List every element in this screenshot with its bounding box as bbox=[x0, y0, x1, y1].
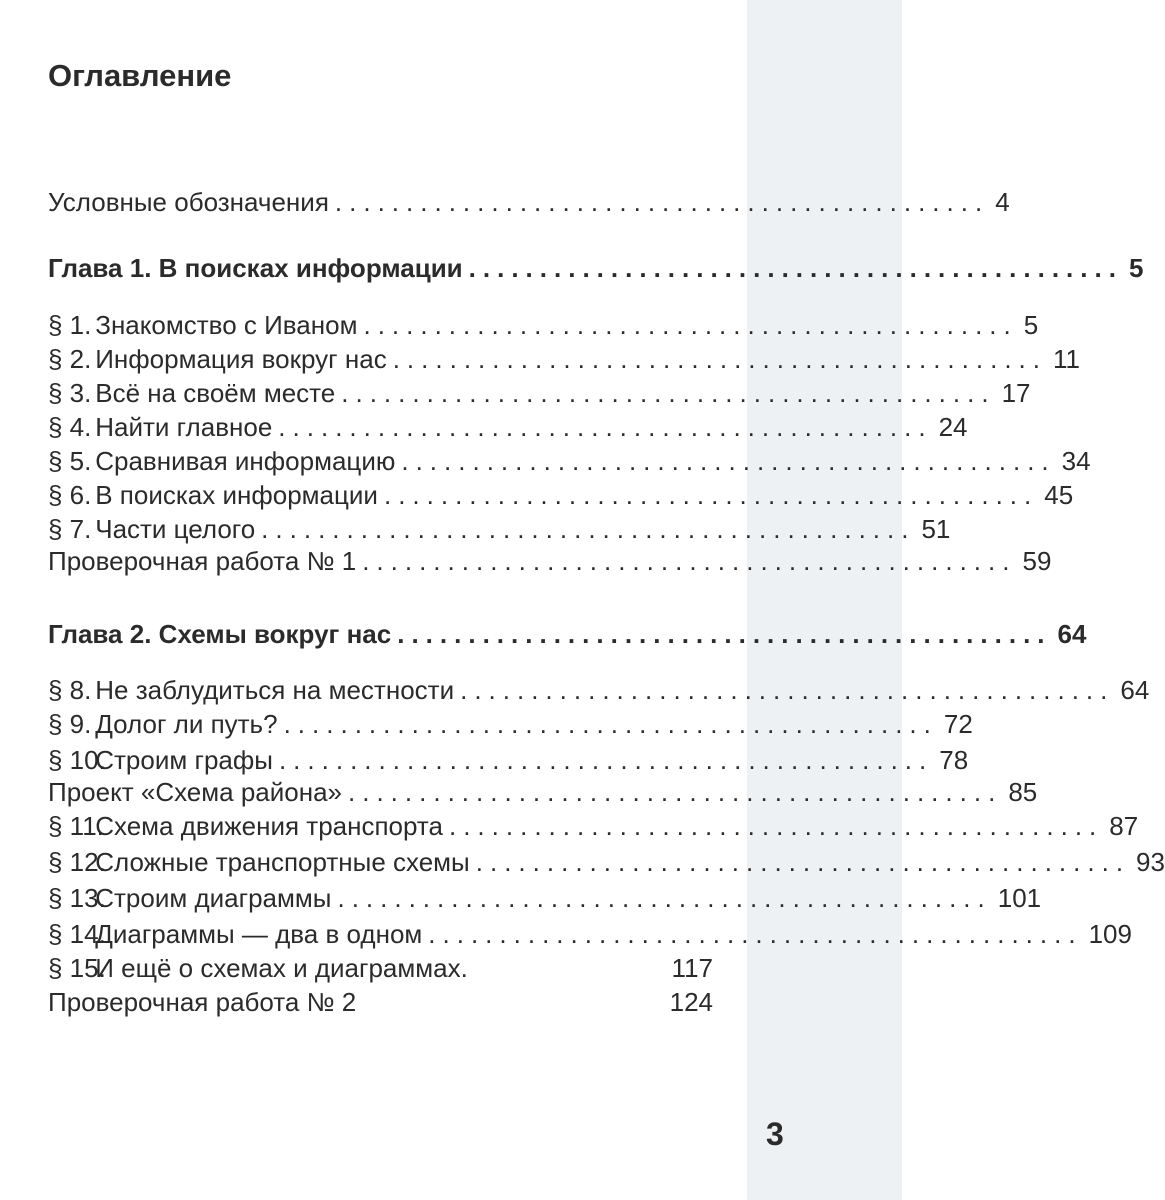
side-margin bbox=[747, 0, 902, 1200]
entry-label: Части целого bbox=[95, 514, 256, 544]
toc-entry: § 13. Строим диаграммы .............................................. 101 bbox=[48, 878, 713, 918]
section-mark: § 8. bbox=[48, 675, 92, 705]
entry-label: Условные обозначения bbox=[48, 187, 329, 217]
entry-page: 117 bbox=[671, 953, 713, 983]
section-mark: § 1. bbox=[48, 310, 92, 340]
entry-label: Схема движения транспорта bbox=[95, 811, 443, 841]
entry-label: Сравнивая информацию bbox=[95, 446, 396, 476]
entry-page: 24 bbox=[938, 412, 968, 442]
toc-entry bbox=[48, 982, 713, 1022]
entry-page: 59 bbox=[1022, 546, 1052, 576]
section-mark: § 4. bbox=[48, 412, 92, 442]
toc-entry: Проверочная работа № 1 .............................................. 59 bbox=[48, 541, 713, 581]
entry-page: 78 bbox=[939, 745, 969, 775]
entry-page: 5 bbox=[1023, 310, 1039, 340]
toc-entry: § 12. Сложные транспортные схемы .............................................. 93 bbox=[48, 842, 713, 882]
toc-entry: § 4. Найти главное .............................................. 24 bbox=[48, 407, 713, 447]
entry-label: Строим диаграммы bbox=[95, 883, 332, 913]
entry-label: В поисках информации bbox=[95, 480, 378, 510]
toc-entry: § 9. Долог ли путь? .............................................. 72 bbox=[48, 704, 713, 744]
section-mark: § 10. bbox=[48, 745, 106, 775]
entry-label: Проверочная работа № 1 bbox=[48, 546, 357, 576]
chapter-label: Глава 2. Схемы вокруг нас bbox=[48, 619, 392, 649]
page-number: 3 bbox=[766, 1116, 784, 1152]
entry-page: 45 bbox=[1044, 480, 1074, 510]
entry-page: 17 bbox=[1001, 378, 1031, 408]
entry-label: Сложные транспортные схемы bbox=[95, 847, 470, 877]
toc-entry: § 8. Не заблудиться на местности .............................................. 64 bbox=[48, 670, 713, 710]
toc-entry: § 5. Сравнивая информацию .............................................. 34 bbox=[48, 441, 713, 481]
section-mark: § 11. bbox=[48, 811, 104, 841]
entry-label: Не заблудиться на местности bbox=[95, 675, 455, 705]
entry-page: 72 bbox=[943, 709, 973, 739]
entry-page: 87 bbox=[1109, 811, 1139, 841]
section-mark: § 5. bbox=[48, 446, 92, 476]
toc-entry: § 10. Строим графы .............................................. 78 bbox=[48, 740, 713, 780]
entry-page: 124 bbox=[669, 987, 713, 1017]
section-mark: § 14. bbox=[48, 919, 106, 949]
entry-page: 101 bbox=[997, 883, 1042, 913]
entry-page: 64 bbox=[1120, 675, 1150, 705]
toc-entry: Условные обозначения .............................................. 4 bbox=[48, 182, 713, 222]
entry-page: 85 bbox=[1008, 777, 1038, 807]
entry-label: Диаграммы — два в одном bbox=[95, 919, 423, 949]
entry-page: 34 bbox=[1061, 446, 1091, 476]
section-mark: § 12. bbox=[48, 847, 106, 877]
entry-label: Найти главное bbox=[95, 412, 273, 442]
toc-entry: § 7. Части целого .............................................. 51 bbox=[48, 509, 713, 549]
entry-page: 64 bbox=[1057, 619, 1087, 649]
entry-label: Всё на своём месте bbox=[95, 378, 336, 408]
toc-chapter: Глава 1. В поисках информации .............................................. 5 bbox=[48, 248, 713, 288]
section-mark: § 6. bbox=[48, 480, 92, 510]
section-mark: § 3. bbox=[48, 378, 92, 408]
toc-entry: Проект «Схема района» .............................................. 85 bbox=[48, 772, 713, 812]
entry-label: И ещё о схемах и диаграммах. bbox=[95, 953, 468, 983]
entry-label: Долог ли путь? bbox=[95, 709, 278, 739]
toc-entry: § 6. В поисках информации .............................................. 45 bbox=[48, 475, 713, 515]
section-mark: § 7. bbox=[48, 514, 92, 544]
toc-title: Оглавление bbox=[48, 58, 232, 93]
entry-label: Проверочная работа № 2 bbox=[48, 987, 357, 1017]
entry-page: 109 bbox=[1088, 919, 1132, 949]
entry-page: 11 bbox=[1053, 344, 1080, 374]
toc-entry: § 14. Диаграммы — два в одном .............................................. 109 bbox=[48, 914, 713, 954]
section-mark: § 13. bbox=[48, 883, 106, 913]
entry-page: 51 bbox=[921, 514, 951, 544]
entry-label: Информация вокруг нас bbox=[95, 344, 387, 374]
entry-page: 93 bbox=[1136, 847, 1165, 877]
entry-label: Проект «Схема района» bbox=[48, 777, 343, 807]
entry-label: Строим графы bbox=[95, 745, 273, 775]
section-mark: § 9. bbox=[48, 709, 92, 739]
toc-chapter: Глава 2. Схемы вокруг нас .............................................. 64 bbox=[48, 614, 713, 654]
toc-entry: § 1. Знакомство с Иваном .............................................. 5 bbox=[48, 305, 713, 345]
toc-entry: § 3. Всё на своём месте .............................................. 17 bbox=[48, 373, 713, 413]
entry-label: Знакомство с Иваном bbox=[95, 310, 358, 340]
section-mark: § 2. bbox=[48, 344, 92, 374]
entry-page: 5 bbox=[1128, 253, 1144, 283]
entry-page: 4 bbox=[995, 187, 1010, 217]
section-mark: § 15. bbox=[48, 953, 106, 983]
toc-entry: § 2. Информация вокруг нас .............................................. 11 bbox=[48, 339, 713, 379]
chapter-label: Глава 1. В поисках информации bbox=[48, 253, 463, 283]
toc-entry: § 11. Схема движения транспорта .............................................. 87 bbox=[48, 806, 713, 846]
